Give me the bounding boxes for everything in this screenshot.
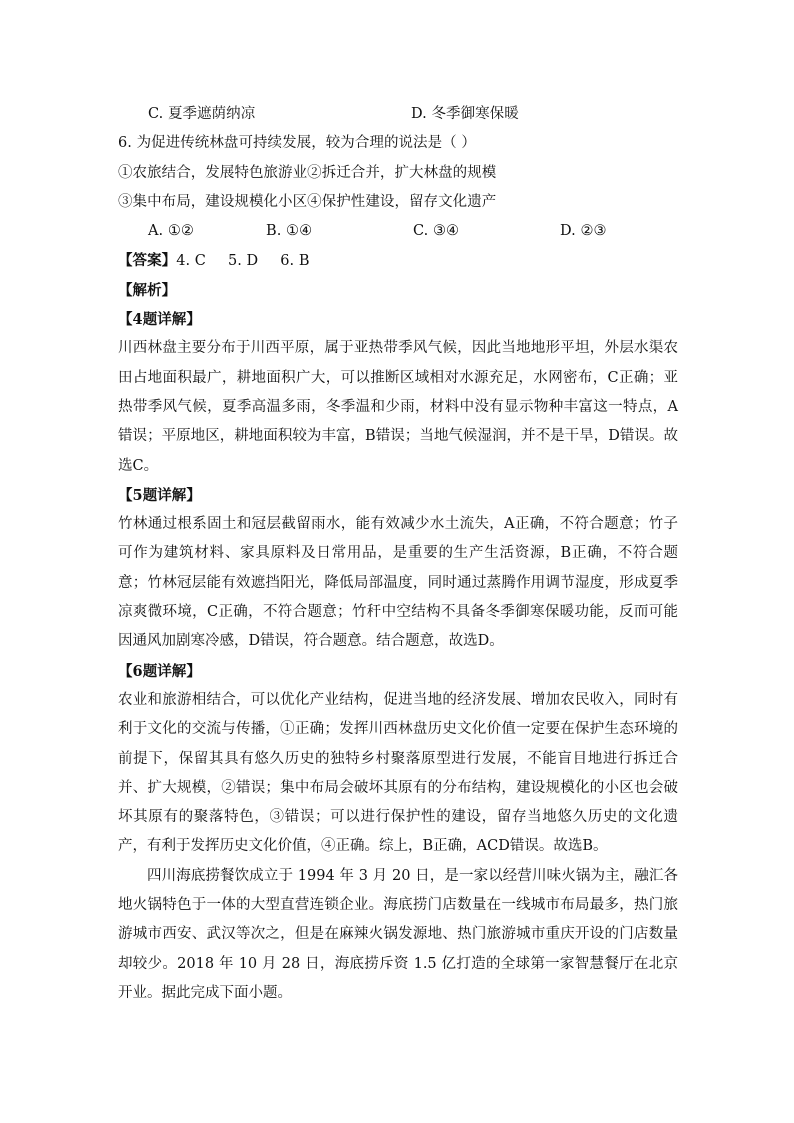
q6-detail-label: 【6题详解】 bbox=[118, 662, 201, 680]
q4-detail-label: 【4题详解】 bbox=[118, 311, 201, 329]
answer-5: 5. D bbox=[227, 253, 259, 270]
q6-option-d: D. ②③ bbox=[560, 223, 607, 240]
analysis-label: 【解析】 bbox=[118, 281, 177, 299]
q6-option-a: A. ①② bbox=[148, 223, 194, 240]
q6-option-b: B. ①④ bbox=[266, 223, 313, 240]
document-page bbox=[118, 100, 678, 1008]
q5-detail-text: 竹林通过根系固土和冠层截留雨水，能有效减少水土流失，A正确，不符合题意；竹子可作为建筑材料、家具原料及日常用品，是重要的生产生活资源，B正确，不符合题意；竹林冠层能有效遮挡阳光，降低局部温度，同时通过蒸腾作用调节湿度，形成夏季凉爽微环境，C正确，不符合题意；竹秆中空结构不具备冬季御寒保暖功能，反而可能因通风加剧寒冷感，D错误，符合题意。结合题意，故选D。 bbox=[118, 516, 678, 650]
q6-options-row bbox=[118, 217, 678, 246]
answer-label: 【答案】 bbox=[118, 252, 177, 270]
q6-detail-text: 农业和旅游相结合，可以优化产业结构，促进当地的经济发展、增加农民收入，同时有利于文化的交流与传播，①正确；发挥川西林盘历史文化价值一定要在保护生态环境的前提下，保留其具有悠久历史的独特乡村聚落原型进行发展，不能盲目地进行拆迁合并、扩大规模，②错误；集中布局会破坏其原有的分布结构，建设规模化的小区也会破坏其原有的聚落特色，③错误；可以进行保护性的建设，留存当地悠久历史的文化遗产，有利于发挥历史文化价值，④正确。综上，B正确，ACD错误。故选B。 bbox=[118, 691, 678, 855]
q6-option-c: C. ③④ bbox=[413, 223, 460, 240]
answer-6: 6. B bbox=[280, 253, 310, 270]
q5-option-d: D. 冬季御寒保暖 bbox=[411, 106, 519, 122]
q5-options-row bbox=[118, 100, 678, 129]
answer-line bbox=[118, 246, 678, 275]
q6-stem: 6. 为促进传统林盘可持续发展，较为合理的说法是（ ） bbox=[118, 135, 476, 152]
answer-4: 4. C bbox=[176, 253, 206, 270]
reading-passage: 四川海底捞餐饮成立于 1994 年 3 月 20 日，是一家以经营川味火锅为主，融汇各地火锅特色于一体的大型直营连锁企业。海底捞门店数量在一线城市布局最多，热门旅游城市西安、武汉等次之，但是在麻辣火锅发源地、热门旅游城市重庆开设的门店数量却较少。2018 年 10 月 28 日，海底捞斥资 1.5 亿打造的全球第一家智慧餐厅在北京开业。据此完成下面小题。 bbox=[118, 867, 678, 1001]
q4-detail-text: 川西林盘主要分布于川西平原，属于亚热带季风气候，因此当地地形平坦，外层水渠农田占地面积最广，耕地面积广大，可以推断区域相对水源充足，水网密布，C正确；亚热带季风气候，夏季高温多雨，冬季温和少雨，材料中没有显示物种丰富这一特点，A错误；平原地区，耕地面积较为丰富，B错误；当地气候湿润，并不是干旱，D错误。故选C。 bbox=[118, 340, 678, 474]
q5-detail-label: 【5题详解】 bbox=[118, 486, 201, 504]
q6-items-line-1: ①农旅结合，发展特色旅游业②拆迁合并，扩大林盘的规模 bbox=[118, 164, 497, 181]
q6-items-line-2: ③集中布局，建设规模化小区④保护性建设，留存文化遗产 bbox=[118, 193, 497, 210]
q5-option-c: C. 夏季遮荫纳凉 bbox=[148, 106, 256, 122]
